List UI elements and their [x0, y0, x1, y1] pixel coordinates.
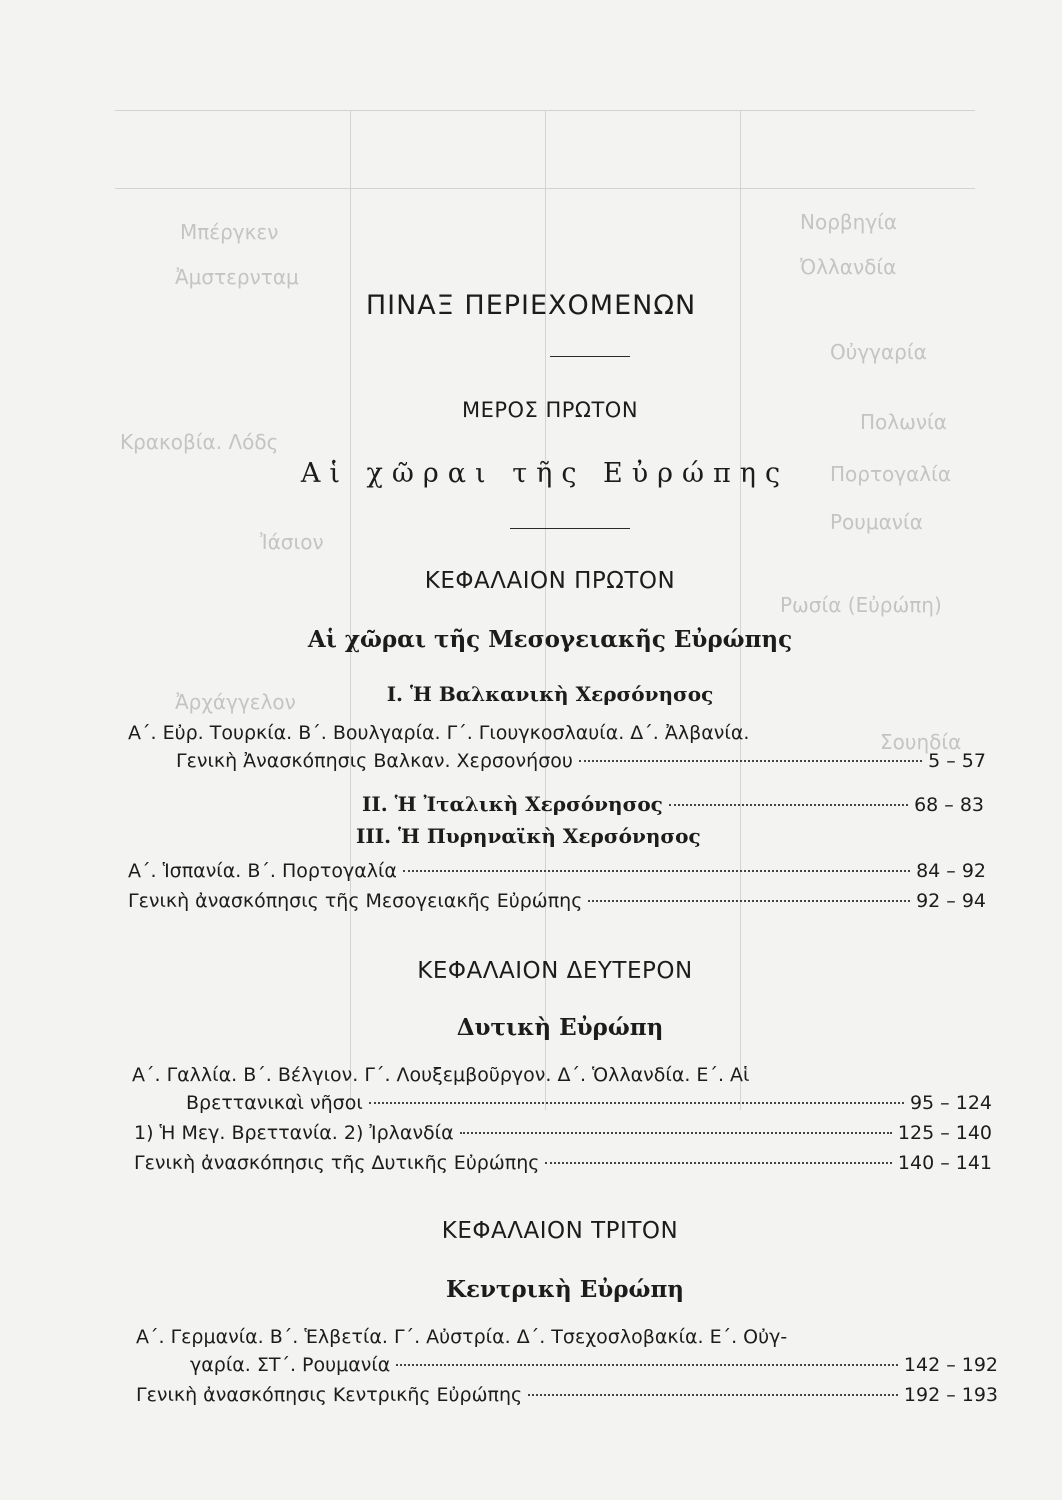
page-range: 5 – 57 — [928, 750, 986, 772]
dot-leader — [669, 804, 908, 806]
chapter-heading: ΚΕΦΑΛΑΙΟΝ ΠΡΩΤΟΝ — [424, 568, 676, 594]
divider — [550, 356, 630, 357]
dot-leader — [396, 1364, 898, 1366]
dot-leader — [369, 1102, 904, 1104]
chapter-title: Δυτικὴ Εὐρώπη — [456, 1014, 664, 1041]
chapter-title: Κεντρικὴ Εὐρώπη — [445, 1276, 685, 1303]
toc-entry — [136, 1384, 998, 1406]
toc-entry-label: Α΄. Ἱσπανία. Β΄. Πορτογαλία — [128, 860, 397, 882]
chapter-title: Αἱ χῶραι τῆς Μεσογειακῆς Εὐρώπης — [307, 626, 793, 653]
chapter-heading: ΚΕΦΑΛΑΙΟΝ ΔΕΥΤΕΡΟΝ — [417, 958, 693, 984]
section-heading: III. Ἡ Πυρηναϊκὴ Χερσόνησος — [356, 824, 701, 848]
toc-entry-label: 1) Ἡ Μεγ. Βρεττανία. 2) Ἰρλανδία — [134, 1122, 454, 1144]
divider — [510, 528, 630, 529]
dot-leader — [403, 870, 910, 872]
dot-leader — [460, 1132, 892, 1134]
page-range: 140 – 141 — [897, 1152, 992, 1174]
toc-entry-text: Α΄. Γαλλία. Β΄. Βέλγιον. Γ΄. Λουξεμβοῦργον. Δ΄. Ὁλλανδία. Ε΄. Αἱ — [132, 1064, 750, 1086]
section-heading: II. Ἡ Ἰταλικὴ Χερσόνησος — [362, 792, 663, 816]
toc-entry-label: Γενικὴ ἀνασκόπησις Κεντρικῆς Εὐρώπης — [136, 1384, 523, 1406]
dot-leader — [528, 1394, 898, 1396]
chapter-heading: ΚΕΦΑΛΑΙΟΝ ΤΡΙΤΟΝ — [441, 1218, 679, 1244]
page-range: 95 – 124 — [909, 1092, 992, 1114]
page-range: 92 – 94 — [916, 890, 986, 912]
dot-leader — [545, 1162, 891, 1164]
dot-leader — [579, 760, 922, 762]
part-subtitle: Αἱ χῶραι τῆς Εὐρώπης — [300, 458, 790, 489]
page-range: 125 – 140 — [897, 1122, 992, 1144]
toc-entry-label: Γενικὴ Ἀνασκόπησις Βαλκαν. Χερσονήσου — [176, 750, 573, 772]
toc-entry-text: Α΄. Γερμανία. Β΄. Ἑλβετία. Γ΄. Αὐστρία. Δ΄. Τσεχοσλοβακία. Ε΄. Οὐγ- — [136, 1326, 788, 1348]
toc-entry-label: Γενικὴ ἀνασκόπησις τῆς Μεσογειακῆς Εὐρώπης — [128, 890, 583, 912]
section-heading: I. Ἡ Βαλκανικὴ Χερσόνησος — [386, 682, 714, 706]
toc-entry — [362, 792, 984, 816]
toc-entry-label: Βρεττανικαὶ νῆσοι — [186, 1092, 363, 1114]
toc-entry — [134, 1152, 992, 1174]
toc-entry — [128, 890, 986, 912]
toc-title: ΠΙΝΑΞ ΠΕΡΙΕΧΟΜΕΝΩΝ — [365, 290, 697, 321]
toc-entry — [176, 750, 986, 772]
toc-entry-label: Γενικὴ ἀνασκόπησις τῆς Δυτικῆς Εὐρώπης — [134, 1152, 540, 1174]
page-range: 68 – 83 — [914, 794, 984, 816]
dot-leader — [588, 900, 910, 902]
page-range: 84 – 92 — [916, 860, 986, 882]
toc-entry — [128, 860, 986, 882]
toc-entry-text: Α΄. Εὐρ. Τουρκία. Β΄. Βουλγαρία. Γ΄. Γιουγκοσλαυία. Δ΄. Ἀλβανία. — [128, 722, 750, 744]
page-range: 142 – 192 — [903, 1354, 998, 1376]
toc-entry — [134, 1122, 992, 1144]
toc-entry — [190, 1354, 998, 1376]
toc-entry — [186, 1092, 992, 1114]
toc-entry-label: γαρία. ΣΤ΄. Ρουμανία — [190, 1354, 391, 1376]
part-heading: ΜΕΡΟΣ ΠΡΩΤΟΝ — [461, 398, 639, 422]
document-page: Νορβηγία Ὀλλανδία Οὐγγαρία Πολωνία Πορτογαλία Ρουμανία Ρωσία (Εὐρώπη) Σουηδία Μπέργκεν Ἀμστερνταμ Κρακοβία. Λόδς Ἰάσιον Ἀρχάγγελον ΠΙΝΑΞ ΠΕΡΙΕΧΟΜΕΝΩΝ ΜΕΡΟΣ ΠΡΩΤΟΝ Αἱ χῶραι τῆς Εὐρώπης ΚΕΦΑΛΑΙΟΝ ΠΡΩΤΟΝ Αἱ χῶραι τῆς Μεσογειακῆς Εὐρώπης I. Ἡ Βαλκανικὴ Χερσόνησος Α΄. Εὐρ. Τουρκία. Β΄. Βουλγαρία. Γ΄. Γιουγκοσλαυία. Δ΄. Ἀλβανία. Γενικὴ Ἀνασκόπησις Βαλκαν. Χερσονήσου 5 – 57 II. Ἡ Ἰταλικὴ Χερσόνησος 68 – 83 III. Ἡ Πυρηναϊκὴ Χερσόνησος Α΄. Ἱσπανία. Β΄. Πορτογαλία 84 – 92 Γενικὴ ἀνασκόπησις τῆς Μεσογειακῆς Εὐρώπης 92 – 94 ΚΕΦΑΛΑΙΟΝ ΔΕΥΤΕΡΟΝ Δυτικὴ Εὐρώπη Α΄. Γαλλία. Β΄. Βέλγιον. Γ΄. Λουξεμβοῦργον. Δ΄. Ὁλλανδία. Ε΄. Αἱ Βρεττανικαὶ νῆσοι 95 – 124 1) Ἡ Μεγ. Βρεττανία. 2) Ἰρλανδία 125 – 140 Γενικὴ ἀνασκόπησις τῆς Δυτικῆς Εὐρώπης 140 – 141 ΚΕΦΑΛΑΙΟΝ ΤΡΙΤΟΝ Κεντρικὴ Εὐρώπη Α΄. Γερμανία. Β΄. Ἑλβετία. Γ΄. Αὐστρία. Δ΄. Τσεχοσλοβακία. Ε΄. Οὐγ- γαρία. ΣΤ΄. Ρουμανία 142 – 192 Γενικὴ ἀνασκόπησις Κεντρικῆς Εὐρώπης 192 – 193 — [0, 0, 1062, 1500]
page-range: 192 – 193 — [903, 1384, 998, 1406]
